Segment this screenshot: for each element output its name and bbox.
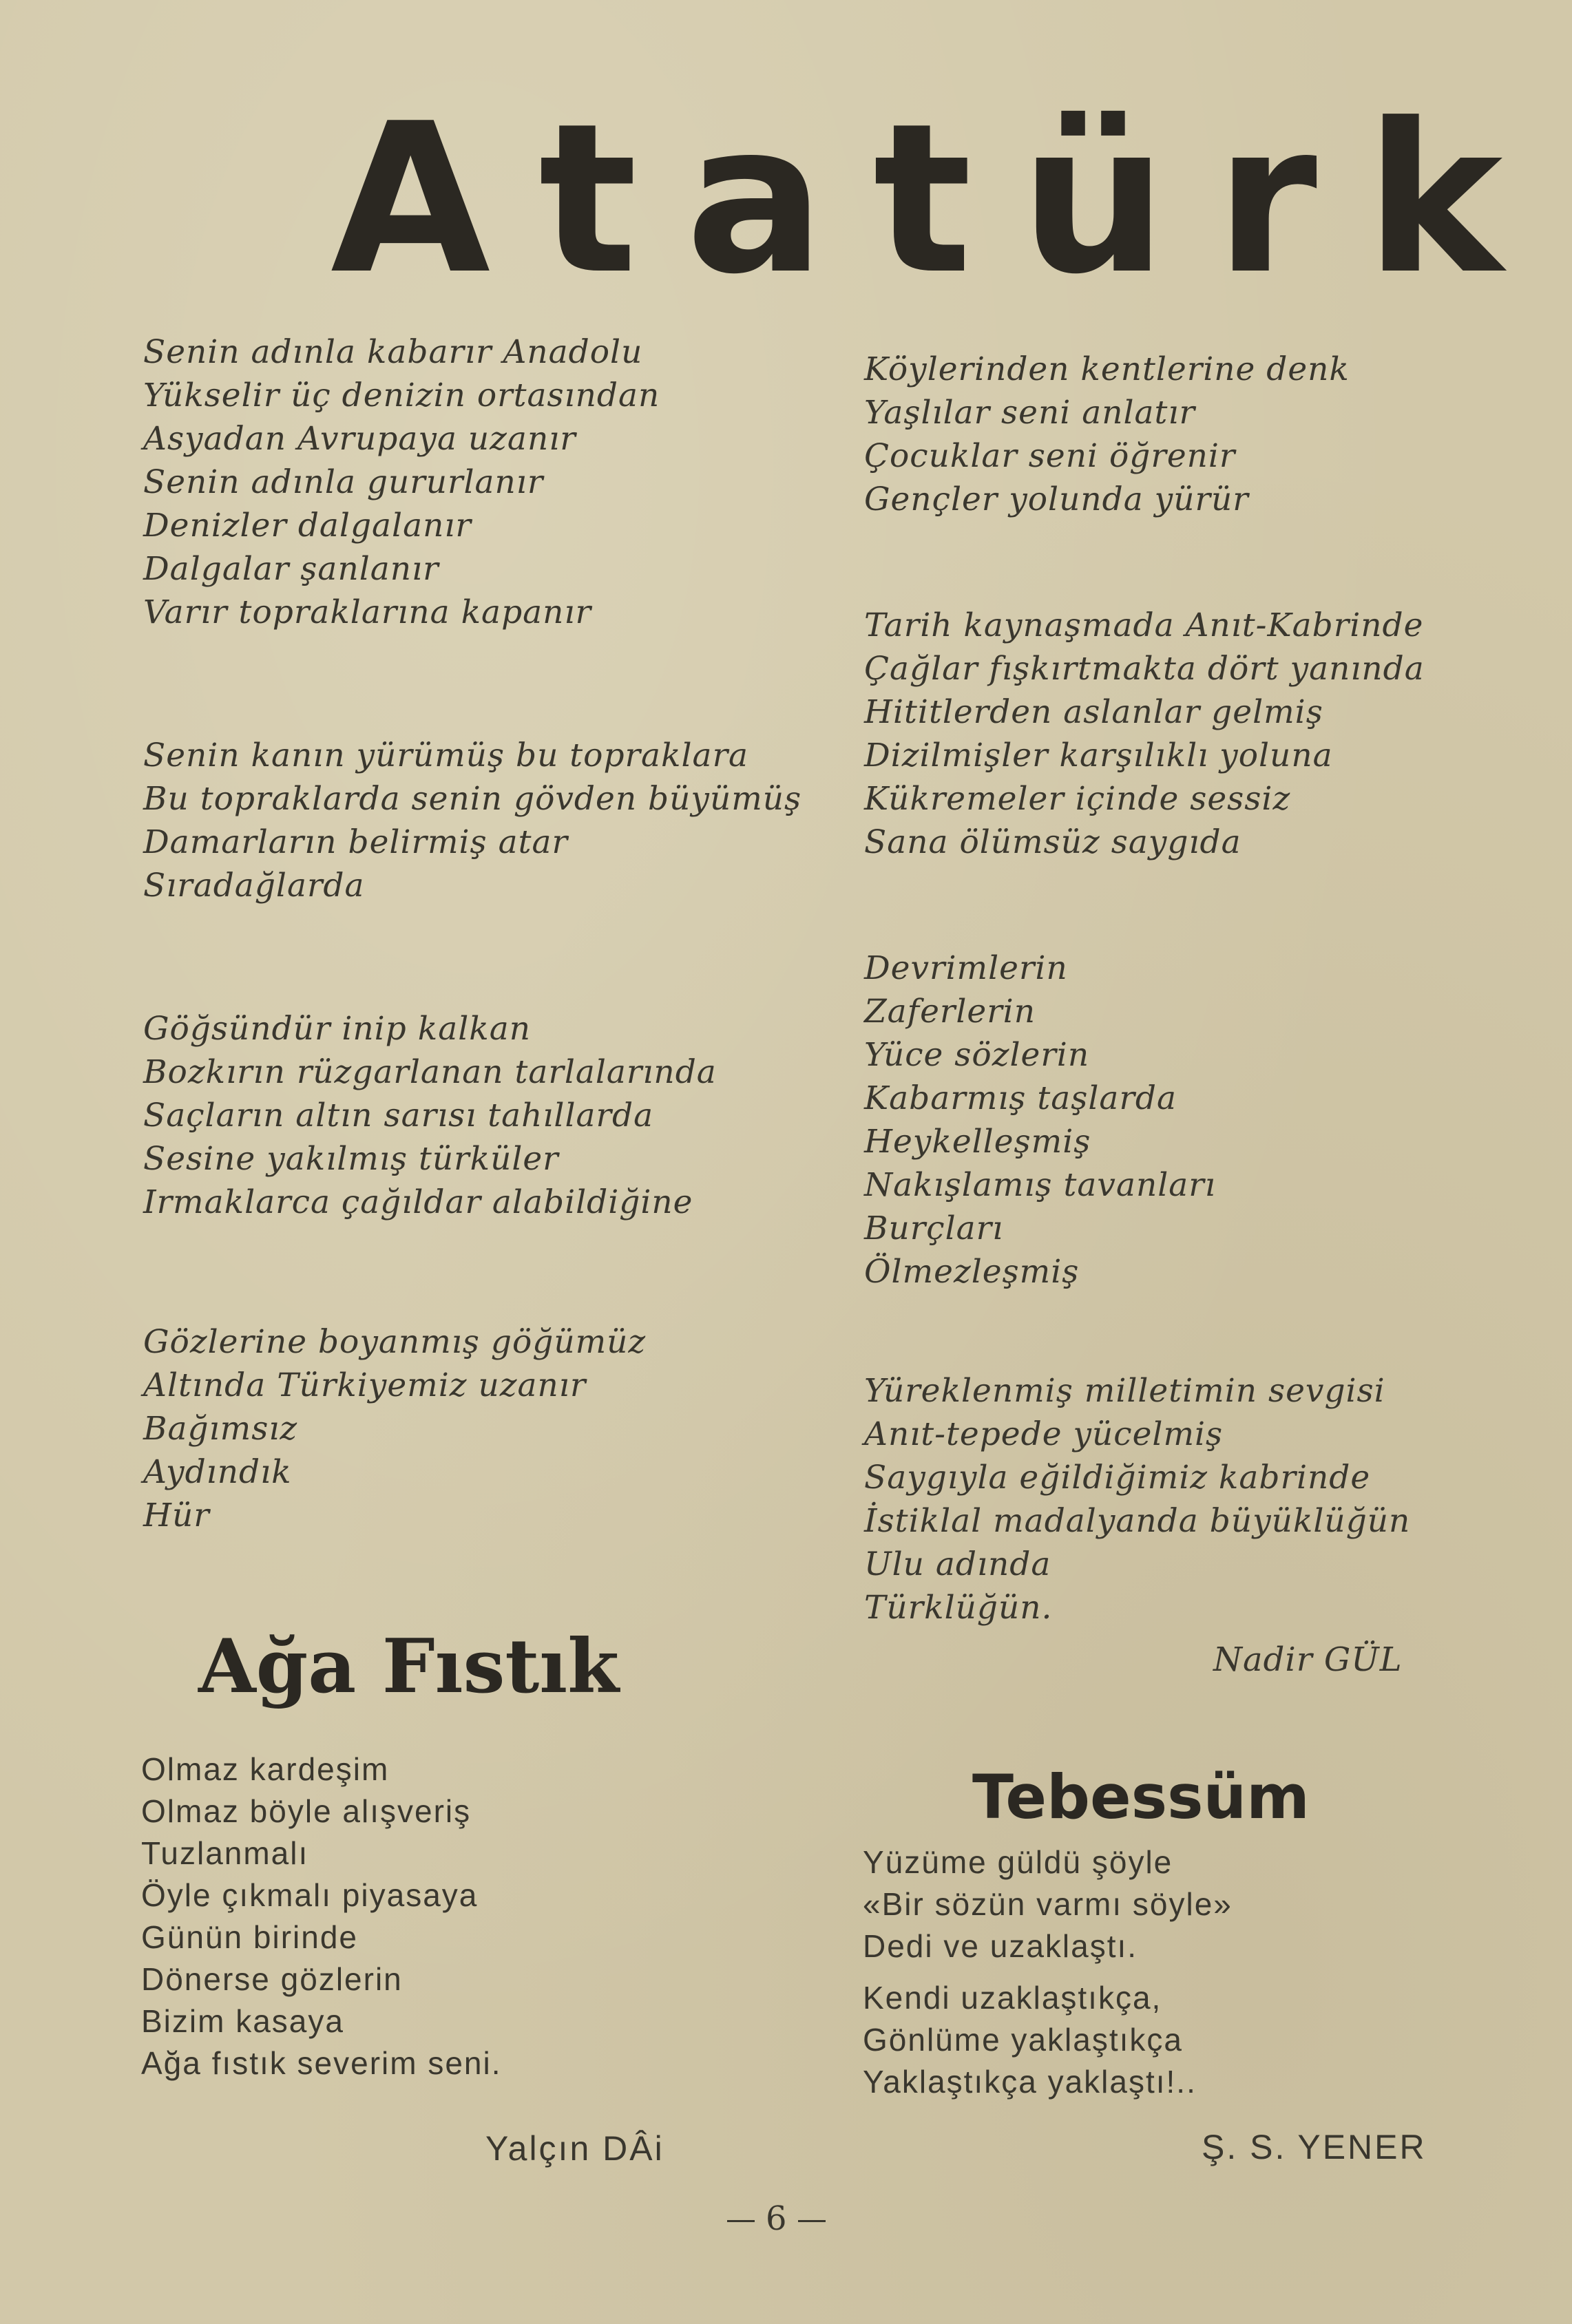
- poem-line: Yüreklenmiş milletimin sevgisi: [864, 1372, 1385, 1410]
- aga-fistik-poem: [141, 1749, 502, 2084]
- tebessum-poem: [863, 1841, 1233, 2103]
- poem-line: Burçları: [864, 1209, 1004, 1247]
- poem-line: Anıt-tepede yücelmiş: [864, 1415, 1224, 1453]
- poem-line: Bu topraklarda senin gövden büyümüş: [143, 780, 802, 818]
- tebessum-title: Tebessüm: [972, 1762, 1310, 1832]
- poem-line: Ulu adında: [864, 1545, 1051, 1583]
- poem-line: Kendi uzaklaştıkça,: [863, 1980, 1162, 2016]
- poem-line: Yükselir üç denizin ortasından: [143, 377, 660, 414]
- poem-line: Göğsündür inip kalkan: [143, 1010, 532, 1048]
- poem-line: Olmaz böyle alışveriş: [141, 1793, 472, 1829]
- poem-line: Bizim kasaya: [141, 2003, 344, 2039]
- poem-line: Devrimlerin: [864, 949, 1068, 987]
- poem-line: Saygıyla eğildiğimiz kabrinde: [864, 1459, 1371, 1497]
- aga-fistik-author: Yalçın DÂi: [485, 2129, 664, 2168]
- poem-stanza: [143, 1320, 801, 1537]
- poem-line: İstiklal madalyanda büyüklüğün: [864, 1502, 1411, 1540]
- poem-line: Gözlerine boyanmış göğümüz: [143, 1323, 647, 1361]
- poem-stanza: [864, 604, 1425, 864]
- poem-stanza: [863, 1977, 1233, 2103]
- ataturk-poem-left-column: [143, 330, 801, 1537]
- page-number: 6: [716, 2199, 837, 2238]
- poem-line: Tarih kaynaşmada Anıt-Kabrinde: [864, 606, 1424, 644]
- aga-fistik-title: Ağa Fıstık: [198, 1623, 620, 1710]
- poem-line: Nakışlamış tavanları: [864, 1166, 1216, 1204]
- poem-line: Hür: [143, 1497, 210, 1534]
- poem-line: Çağlar fışkırtmakta dört yanında: [864, 650, 1425, 688]
- poem-line: Gönlüme yaklaştıkça: [863, 2022, 1183, 2058]
- poem-line: Heykelleşmiş: [864, 1123, 1091, 1161]
- poem-line: Denizler dalgalanır: [143, 507, 472, 545]
- poem-line: Bozkırın rüzgarlanan tarlalarında: [143, 1053, 717, 1091]
- tebessum-author: Ş. S. YENER: [1202, 2128, 1427, 2166]
- poem-line: Aydındık: [143, 1453, 292, 1491]
- poem-line: Asyadan Avrupaya uzanır: [143, 420, 576, 458]
- poem-line: Sesine yakılmış türküler: [143, 1140, 559, 1178]
- poem-line: Tuzlanmalı: [141, 1835, 309, 1871]
- poem-line: Senin kanın yürümüş bu topraklara: [143, 737, 749, 774]
- poem-stanza: [864, 947, 1425, 1293]
- poem-line: Zaferlerin: [864, 993, 1036, 1031]
- ataturk-poem-right-column: [864, 348, 1425, 1629]
- poem-line: Köylerinden kentlerine denk: [864, 350, 1350, 388]
- poem-stanza: [864, 348, 1425, 521]
- poem-stanza: [143, 1007, 801, 1224]
- poem-line: Dizilmişler karşılıklı yoluna: [864, 737, 1333, 774]
- poem-line: Altında Türkiyemiz uzanır: [143, 1366, 587, 1404]
- poem-stanza: [863, 1841, 1233, 1967]
- poem-line: Kabarmış taşlarda: [864, 1079, 1177, 1117]
- poem-line: Gençler yolunda yürür: [864, 480, 1249, 518]
- poem-line: Senin adınla kabarır Anadolu: [143, 333, 643, 371]
- poem-line: Sana ölümsüz saygıda: [864, 823, 1241, 861]
- ataturk-poem-author: Nadir GÜL: [1213, 1640, 1403, 1679]
- poem-line: Senin adınla gururlanır: [143, 463, 544, 501]
- poem-line: Yaşlılar seni anlatır: [864, 394, 1195, 432]
- page-title: Atatürk: [331, 79, 1551, 319]
- poem-stanza: [143, 330, 801, 634]
- poem-line: Günün birinde: [141, 1919, 358, 1955]
- poem-line: Dönerse gözlerin: [141, 1961, 403, 1997]
- poem-line: Çocuklar seni öğrenir: [864, 437, 1236, 475]
- poem-line: Hititlerden aslanlar gelmiş: [864, 693, 1323, 731]
- poem-line: Damarların belirmiş atar: [143, 823, 569, 861]
- poem-line: Sıradağlarda: [143, 867, 365, 905]
- poem-line: Yüzüme güldü şöyle: [863, 1844, 1173, 1880]
- poem-line: Ölmezleşmiş: [864, 1253, 1080, 1291]
- poem-line: Bağımsız: [143, 1410, 298, 1448]
- poem-line: Kükremeler içinde sessiz: [864, 780, 1291, 818]
- poem-line: Saçların altın sarısı tahıllarda: [143, 1097, 654, 1134]
- poem-line: «Bir sözün varmı söyle»: [863, 1886, 1233, 1922]
- poem-stanza: [864, 1369, 1425, 1629]
- poem-line: Dedi ve uzaklaştı.: [863, 1928, 1138, 1964]
- poem-stanza: [143, 734, 801, 907]
- poem-line: Varır topraklarına kapanır: [143, 593, 591, 631]
- poem-line: Öyle çıkmalı piyasaya: [141, 1877, 479, 1913]
- poem-line: Yüce sözlerin: [864, 1036, 1090, 1074]
- poem-line: Dalgalar şanlanır: [143, 550, 439, 588]
- poem-line: Türklüğün.: [864, 1589, 1053, 1627]
- poem-line: Olmaz kardeşim: [141, 1751, 390, 1787]
- poem-stanza: [141, 1749, 502, 2084]
- poem-line: Yaklaştıkça yaklaştı!..: [863, 2064, 1197, 2100]
- poem-line: Irmaklarca çağıldar alabildiğine: [143, 1183, 693, 1221]
- poem-line: Ağa fıstık severim seni.: [141, 2045, 502, 2081]
